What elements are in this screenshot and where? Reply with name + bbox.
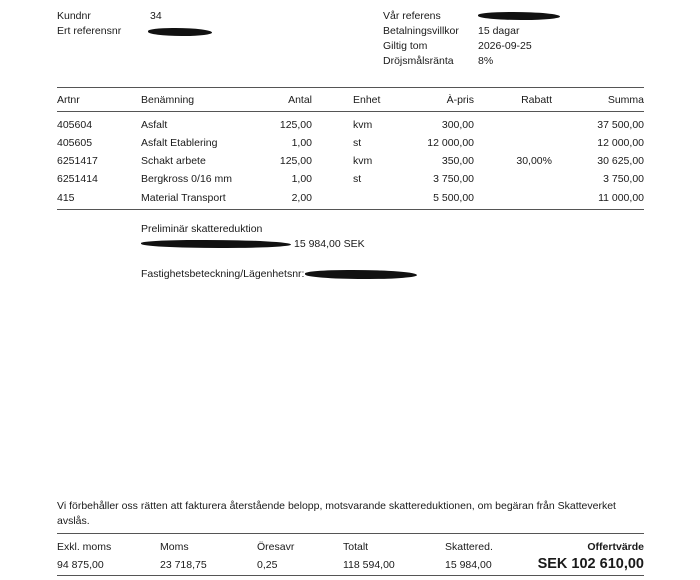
cell-antal: 1,00 xyxy=(291,137,312,149)
col-header-artnr: Artnr xyxy=(57,94,80,106)
label-var-referens: Vår referens xyxy=(383,10,441,22)
totals-bottom-rule xyxy=(57,575,644,576)
cell-summa: 30 625,00 xyxy=(597,155,644,167)
totals-top-rule xyxy=(57,533,644,534)
exkl-moms-label: Exkl. moms xyxy=(57,541,112,553)
preliminar-skattereduktion-label: Preliminär skattereduktion xyxy=(141,223,263,235)
col-header-rabatt: Rabatt xyxy=(521,94,552,106)
col-header-antal: Antal xyxy=(288,94,312,106)
cell-benamning: Asfalt Etablering xyxy=(141,137,218,149)
col-header-summa: Summa xyxy=(607,94,644,106)
table-top-rule xyxy=(57,87,644,88)
cell-summa: 37 500,00 xyxy=(597,119,644,131)
moms-value: 23 718,75 xyxy=(160,559,207,571)
cell-antal: 1,00 xyxy=(291,173,312,185)
offertvarde-label: Offertvärde xyxy=(587,541,644,553)
oresavr-label: Öresavr xyxy=(257,541,295,553)
table-header-rule xyxy=(57,111,644,112)
table-bottom-rule xyxy=(57,209,644,210)
cell-artnr: 6251417 xyxy=(57,155,98,167)
disclaimer-line-2: avslås. xyxy=(57,515,90,527)
cell-antal: 125,00 xyxy=(279,155,312,167)
label-kundnr: Kundnr xyxy=(57,10,91,22)
label-betalningsvillkor: Betalningsvillkor xyxy=(383,25,459,37)
cell-apris: 3 750,00 xyxy=(433,173,474,185)
col-header-apris: À-pris xyxy=(446,94,474,106)
cell-artnr: 6251414 xyxy=(57,173,98,185)
label-giltig-tom: Giltig tom xyxy=(383,40,428,52)
cell-benamning: Bergkross 0/16 mm xyxy=(141,173,233,185)
offertvarde-value: SEK 102 610,00 xyxy=(537,556,644,572)
skattered-label: Skattered. xyxy=(445,541,493,553)
redaction-fastighetsbeteckning xyxy=(305,270,417,279)
value-giltig-tom: 2026-09-25 xyxy=(478,40,532,52)
cell-benamning: Asfalt xyxy=(141,119,168,131)
col-header-enhet: Enhet xyxy=(353,94,381,106)
value-drojsmalsranta: 8% xyxy=(478,55,494,67)
value-kundnr: 34 xyxy=(150,10,162,22)
cell-benamning: Material Transport xyxy=(141,192,226,204)
cell-artnr: 405605 xyxy=(57,137,93,149)
cell-artnr: 415 xyxy=(57,192,75,204)
totalt-value: 118 594,00 xyxy=(343,559,395,571)
cell-apris: 350,00 xyxy=(441,155,474,167)
cell-apris: 300,00 xyxy=(441,119,474,131)
cell-apris: 5 500,00 xyxy=(433,192,474,204)
cell-summa: 11 000,00 xyxy=(598,192,644,204)
cell-benamning: Schakt arbete xyxy=(141,155,206,167)
moms-label: Moms xyxy=(160,541,189,553)
exkl-moms-value: 94 875,00 xyxy=(57,559,104,571)
cell-enhet: kvm xyxy=(353,155,373,167)
disclaimer-line-1: Vi förbehåller oss rätten att fakturera återstående belopp, motsvarande skattereduktionen, om begäran från Skatteverket xyxy=(57,500,616,512)
fastighetsbeteckning-label: Fastighetsbeteckning/Lägenhetsnr: xyxy=(141,268,305,280)
cell-enhet: kvm xyxy=(353,119,373,131)
cell-antal: 125,00 xyxy=(279,119,312,131)
redaction-preliminar xyxy=(141,240,291,248)
cell-rabatt: 30,00% xyxy=(516,155,552,167)
value-betalningsvillkor: 15 dagar xyxy=(478,25,520,37)
preliminar-skattereduktion-value: 15 984,00 SEK xyxy=(294,238,365,250)
redaction-var-referens xyxy=(478,12,560,20)
cell-apris: 12 000,00 xyxy=(427,137,474,149)
cell-summa: 12 000,00 xyxy=(597,137,644,149)
cell-antal: 2,00 xyxy=(291,192,312,204)
label-ert-referensnr: Ert referensnr xyxy=(57,25,122,37)
cell-summa: 3 750,00 xyxy=(603,173,644,185)
cell-enhet: st xyxy=(353,173,362,185)
label-drojsmalsranta: Dröjsmålsränta xyxy=(383,55,454,67)
cell-artnr: 405604 xyxy=(57,119,93,131)
cell-enhet: st xyxy=(353,137,362,149)
col-header-benamning: Benämning xyxy=(141,94,195,106)
oresavr-value: 0,25 xyxy=(257,559,278,571)
totalt-label: Totalt xyxy=(343,541,369,553)
redaction-ert-referensnr xyxy=(148,28,212,36)
skattered-value: 15 984,00 xyxy=(445,559,492,571)
